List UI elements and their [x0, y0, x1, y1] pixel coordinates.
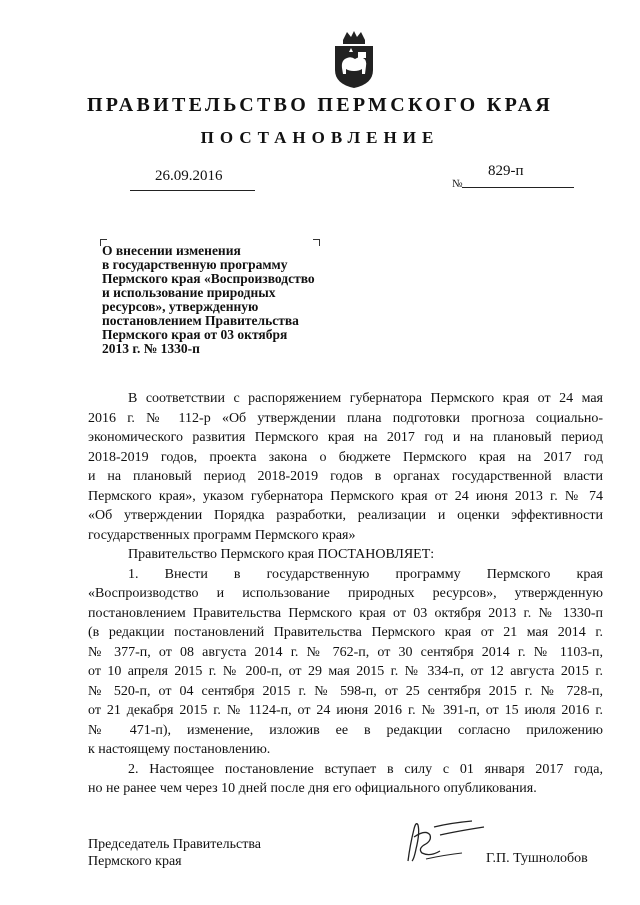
body-line: № 377-п, от 08 августа 2014 г. № 762-п, от 30 сентября 2014 г. № 1103-п, [88, 644, 603, 660]
number-underline [462, 187, 574, 188]
date-underline [130, 190, 255, 191]
signer-name: Г.П. Тушнолобов [486, 851, 588, 866]
number-sign: № [452, 178, 463, 190]
resolution-body [88, 389, 603, 799]
subject-line: О внесении изменения [102, 243, 241, 258]
document-type-title: ПОСТАНОВЛЕНИЕ [200, 128, 440, 147]
subject-line: и использование природных [102, 285, 276, 300]
body-line: 2016 г. № 112-р «Об утверждении плана подготовки прогноза социально- [88, 410, 603, 426]
body-line: «Об утверждении Порядка разработки, реализации и оценки эффективности [88, 508, 603, 523]
handwritten-signature [400, 815, 492, 865]
document-number: 829-п [488, 163, 524, 179]
body-line: Пермского края», указом губернатора Пермского края от 24 июня 2013 г. № 74 [88, 488, 603, 504]
body-line: Правительство Пермского края ПОСТАНОВЛЯЕТ: [128, 547, 435, 562]
body-line: и на плановый период 2018-2019 годов в органах государственной власти [88, 469, 603, 484]
body-line: экономического развития Пермского края на 2017 год и на плановый период [88, 430, 603, 445]
body-line: 2018-2019 годов, проекта закона о бюджете Пермского края на 2017 год [88, 449, 603, 465]
body-line: 1. Внести в государственную программу Пермского края [128, 566, 603, 582]
subject-line: постановлением Правительства [102, 313, 299, 328]
body-line: к настоящему постановлению. [88, 742, 271, 757]
signer-position [88, 836, 261, 870]
subject-line: Пермского края от 03 октября [102, 327, 288, 342]
signer-position-line: Председатель Правительства [88, 837, 261, 852]
body-line: но не ранее чем через 10 дней после дня его официального опубликования. [88, 781, 537, 796]
document-subject [102, 244, 362, 356]
body-line: 2. Настоящее постановление вступает в силу с 01 января 2017 года, [128, 761, 603, 777]
body-line: № 471-п), изменение, изложив ее в редакции согласно приложению [88, 722, 603, 738]
coat-of-arms-emblem [329, 30, 379, 90]
subject-line: ресурсов», утвержденную [102, 299, 259, 314]
document-date: 26.09.2016 [155, 168, 223, 184]
body-line: постановлением Правительства Пермского края от 03 октября 2013 г. № 1330-п [88, 605, 603, 621]
body-line: от 10 апреля 2015 г. № 200-п, от 29 мая 2015 г. № 334-п, от 12 августа 2015 г. [88, 664, 603, 679]
government-title: ПРАВИТЕЛЬСТВО ПЕРМСКОГО КРАЯ [86, 94, 554, 116]
body-line: № 520-п, от 04 сентября 2015 г. № 598-п, от 25 сентября 2015 г. № 728-п, [88, 683, 603, 699]
body-line: «Воспроизводство и использование природных ресурсов», утвержденную [88, 586, 603, 601]
subject-line: в государственную программу [102, 257, 288, 272]
body-line: от 21 декабря 2015 г. № 1124-п, от 24 июня 2016 г. № 391-п, от 15 июля 2016 г. [88, 703, 603, 718]
subject-line: Пермского края «Воспроизводство [102, 271, 315, 286]
body-line: государственных программ Пермского края» [88, 527, 356, 543]
signer-position-line: Пермского края [88, 854, 182, 869]
subject-line: 2013 г. № 1330-п [102, 341, 200, 356]
body-line: В соответствии с распоряжением губернатора Пермского края от 24 мая [128, 391, 603, 406]
body-line: (в редакции постановлений Правительства Пермского края от 21 мая 2014 г. [88, 625, 603, 640]
